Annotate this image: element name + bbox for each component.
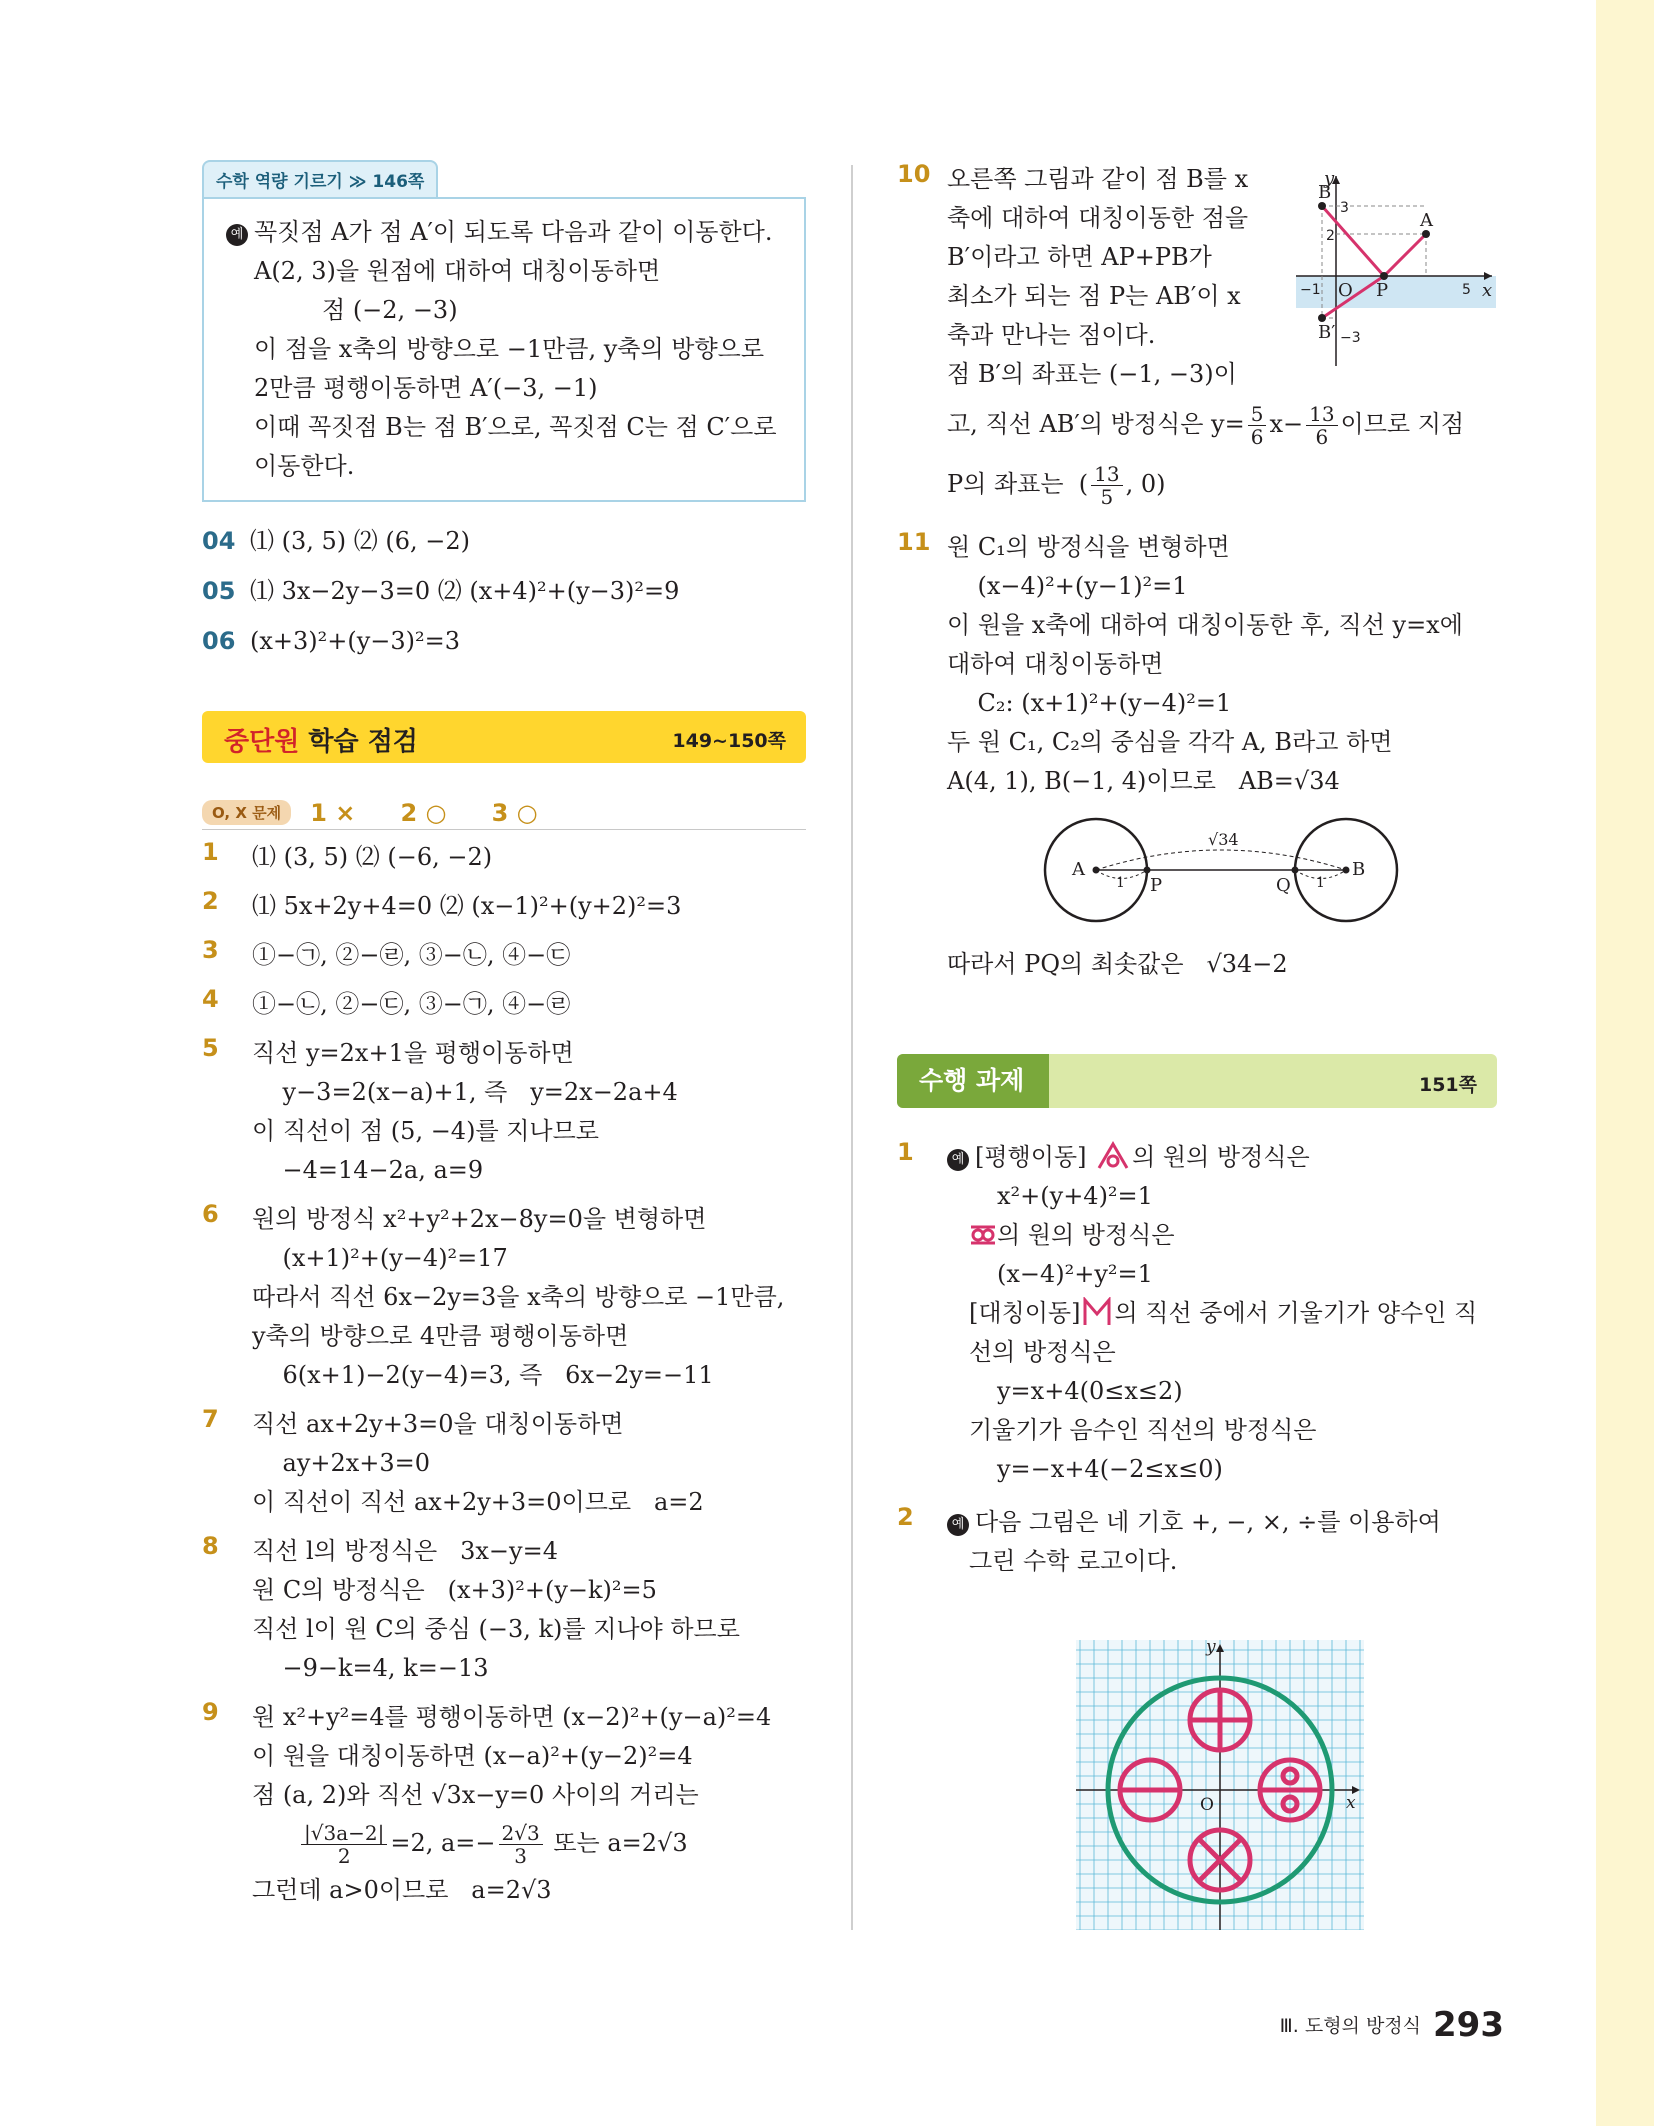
- problem-line: 원의 방정식 x²+y²+2x−8y=0을 변형하면: [252, 1205, 707, 1233]
- pi-letter-icon: [969, 1224, 997, 1246]
- problem-number: 10: [897, 160, 931, 188]
- problem-3: [202, 936, 806, 975]
- label-b: B: [1318, 182, 1332, 203]
- problem-line: 직선 l의 방정식은 3x−y=4: [252, 1537, 558, 1565]
- task-line: 선의 방정식은: [969, 1338, 1116, 1366]
- fraction: [499, 1822, 543, 1867]
- task-label: [대칭이동]: [969, 1299, 1081, 1327]
- label-a: A: [1420, 210, 1433, 231]
- label-bprime: B′: [1318, 322, 1336, 343]
- fraction-bottom: 5: [1100, 485, 1114, 509]
- box-line: A(2, 3)을 원점에 대하여 대칭이동하면: [254, 257, 661, 285]
- problem-10-point-line: [947, 454, 1497, 514]
- problem-line: 직선 ax+2y+3=0을 대칭이동하면: [252, 1410, 624, 1438]
- banner-pages: 149~150쪽: [672, 730, 786, 752]
- answers-list: [202, 522, 806, 661]
- fraction-bottom: 3: [514, 1844, 527, 1868]
- task-line: [947, 1503, 1497, 1542]
- tick-3: 3: [1340, 200, 1349, 216]
- fraction-top: 5: [1248, 403, 1267, 426]
- task-line: (x−4)²+y²=1: [997, 1260, 1153, 1288]
- label-p: P: [1376, 280, 1389, 301]
- label-a: A: [1072, 859, 1085, 880]
- answer-number: 04: [202, 527, 236, 555]
- problem-line: (x+1)²+(y−4)²=17: [252, 1244, 508, 1272]
- box-line: 점 (−2, −3): [322, 296, 458, 324]
- problem-line: 점 (a, 2)와 직선 √3x−y=0 사이의 거리는: [252, 1781, 699, 1809]
- box-line: 2만큼 평행이동하면 A′(−3, −1): [254, 374, 598, 402]
- figure-math-logo: [1076, 1640, 1364, 1930]
- task-number: 2: [897, 1503, 914, 1531]
- problem-line: ⑴ 5x+2y+4=0 ⑵ (x−1)²+(y+2)²=3: [252, 892, 682, 920]
- eq-text: P의 좌표는 (: [947, 470, 1089, 498]
- task-number: 1: [897, 1138, 914, 1166]
- ox-item: 1 ×: [310, 799, 356, 827]
- problem-line: 원 C₁의 방정식을 변형하면: [947, 533, 1230, 561]
- problem-number: 6: [202, 1200, 219, 1228]
- example-box: [202, 197, 806, 502]
- eq-text: , 0): [1125, 470, 1166, 498]
- problem-line: 두 원 C₁, C₂의 중심을 각각 A, B라고 하면: [947, 728, 1393, 756]
- task-line: y=−x+4(−2≤x≤0): [997, 1455, 1223, 1483]
- page-number: 293: [1433, 2005, 1504, 2045]
- problem-line: 축에 대하여 대칭이동한 점을: [947, 204, 1249, 232]
- banner-title: [224, 721, 418, 758]
- answer-text: ⑴ (3, 5) ⑵ (6, −2): [250, 527, 471, 555]
- problem-line: −4=14−2a, a=9: [252, 1156, 484, 1184]
- problem-9-fraction-line: [252, 1815, 806, 1871]
- task-line: [947, 1216, 1497, 1255]
- problem-line: ⑴ (3, 5) ⑵ (−6, −2): [252, 843, 493, 871]
- problem-number: 11: [897, 528, 931, 556]
- problem-line: 최소가 되는 점 P는 AB′이 x: [947, 282, 1241, 310]
- side-strip: [1596, 0, 1654, 2126]
- a-letter-icon: [1096, 1141, 1130, 1171]
- tick-2: 2: [1326, 228, 1335, 244]
- problem-line: 대하여 대칭이동하면: [947, 650, 1164, 678]
- task-line: [947, 1138, 1497, 1177]
- problem-line: y축의 방향으로 4만큼 평행이동하면: [252, 1322, 629, 1350]
- example-mark: 예: [947, 1149, 969, 1171]
- problem-line: 따라서 직선 6x−2y=3을 x축의 방향으로 −1만큼,: [252, 1283, 785, 1311]
- fraction-tail: 또는 a=2√3: [545, 1829, 688, 1857]
- label-b: B: [1352, 859, 1366, 880]
- problem-line: 이 원을 x축에 대하여 대칭이동한 후, 직선 y=x에: [947, 611, 1463, 639]
- task-banner-pages: 151쪽: [1418, 1074, 1477, 1096]
- example-mark: 예: [226, 224, 248, 246]
- label-o: O: [1200, 1795, 1214, 1815]
- fraction-mid: =2, a=−: [390, 1829, 496, 1857]
- answer-row: [202, 522, 806, 561]
- problem-line: A(4, 1), B(−1, 4)이므로 AB=√34: [947, 767, 1340, 795]
- center-b: [1343, 867, 1350, 874]
- problem-7: [202, 1405, 806, 1522]
- fraction: [301, 1822, 387, 1867]
- ox-label: O, X 문제: [202, 800, 291, 825]
- problem-8: [202, 1532, 806, 1688]
- problem-line: 이 직선이 직선 ax+2y+3=0이므로 a=2: [252, 1488, 704, 1516]
- section-tag: 수학 역량 기르기 ≫ 146쪽: [202, 160, 438, 197]
- banner-title-red: 중단원: [224, 727, 300, 757]
- problem-line: 직선 l이 원 C의 중심 (−3, k)를 지나야 하므로: [252, 1615, 740, 1643]
- answer-row: [202, 572, 806, 611]
- problem-line: 원 C의 방정식은 (x+3)²+(y−k)²=5: [252, 1576, 657, 1604]
- problem-6: [202, 1200, 806, 1395]
- figure-10-graph: [1296, 170, 1496, 370]
- problem-number: 5: [202, 1034, 219, 1062]
- problem-2: [202, 887, 806, 926]
- problem-line: 그런데 a>0이므로 a=2√3: [252, 1876, 552, 1904]
- task-line: [947, 1294, 1497, 1333]
- label-q: Q: [1276, 875, 1291, 896]
- problem-5: [202, 1034, 806, 1190]
- problem-line: 점 B′의 좌표는 (−1, −3)이: [947, 360, 1237, 388]
- example-mark: 예: [947, 1514, 969, 1536]
- tick-5: 5: [1462, 282, 1471, 298]
- task-1: [897, 1138, 1497, 1489]
- problem-line: 직선 y=2x+1을 평행이동하면: [252, 1039, 574, 1067]
- problem-line: 축과 만나는 점이다.: [947, 321, 1156, 349]
- problem-line: B′이라고 하면 AP+PB가: [947, 243, 1212, 271]
- problem-line: ①−㉡, ②−㉢, ③−㉠, ④−㉣: [252, 990, 571, 1018]
- problem-line: 따라서 PQ의 최솟값은 √34−2: [947, 950, 1288, 978]
- fraction: [1091, 463, 1122, 508]
- problem-line: 이 원을 대칭이동하면 (x−a)²+(y−2)²=4: [252, 1742, 693, 1770]
- task-line: x²+(y+4)²=1: [997, 1182, 1153, 1210]
- answer-text: (x+3)²+(y−3)²=3: [250, 627, 461, 655]
- problem-line: ①−㉠, ②−㉣, ③−㉡, ④−㉢: [252, 941, 571, 969]
- chapter-label: Ⅲ. 도형의 방정식: [1279, 2015, 1422, 2037]
- problem-number: 9: [202, 1698, 219, 1726]
- box-line: 이때 꼭짓점 B는 점 B′으로, 꼭짓점 C는 점 C′으로: [254, 413, 777, 441]
- ox-row: [202, 799, 806, 830]
- task-label: [평행이동]: [975, 1143, 1087, 1171]
- segment-bpa: [1322, 206, 1426, 276]
- fraction-bottom: 2: [337, 1844, 351, 1868]
- task-banner-tab: 수행 과제: [897, 1054, 1049, 1108]
- ox-item: 2 ○: [400, 799, 447, 827]
- dimension-arc: [1096, 850, 1346, 870]
- label-x: x: [1346, 1793, 1356, 1813]
- problem-line: 원 x²+y²=4를 평행이동하면 (x−2)²+(y−a)²=4: [252, 1703, 772, 1731]
- problem-number: 8: [202, 1532, 219, 1560]
- task-line: 그린 수학 로고이다.: [969, 1547, 1178, 1575]
- column-divider: [851, 165, 853, 1930]
- point-q: [1292, 867, 1299, 874]
- task-line: 기울기가 음수인 직선의 방정식은: [969, 1416, 1317, 1444]
- label-y: y: [1324, 170, 1335, 189]
- box-line: 꼭짓점 A가 점 A′이 되도록 다음과 같이 이동한다.: [254, 218, 773, 246]
- banner-title-black: 학습 점검: [299, 727, 418, 757]
- task-banner: [897, 1054, 1497, 1108]
- tick-minus3: −3: [1340, 330, 1361, 346]
- problem-4: [202, 985, 806, 1024]
- eq-text: 고, 직선 AB′의 방정식은 y=: [947, 410, 1245, 438]
- eq-text: 이므로 지점: [1340, 410, 1465, 438]
- label-radius-1: 1: [1116, 875, 1125, 891]
- problem-number: 1: [202, 838, 219, 866]
- task-text: 의 직선 중에서 기울기가 양수인 직: [1114, 1299, 1478, 1327]
- fraction-top: 13: [1306, 403, 1337, 426]
- fraction-bottom: 6: [1250, 425, 1264, 449]
- left-column: [202, 160, 806, 1910]
- point-bprime: [1318, 314, 1326, 322]
- task-line: y=x+4(0≤x≤2): [997, 1377, 1183, 1405]
- section-banner: [202, 711, 806, 763]
- answer-number: 05: [202, 577, 236, 605]
- point-b: [1318, 202, 1326, 210]
- problem-line: −9−k=4, k=−13: [252, 1654, 489, 1682]
- point-p: [1380, 272, 1388, 280]
- problem-line: 오른쪽 그림과 같이 점 B를 x: [947, 165, 1249, 193]
- label-radius-2: 1: [1316, 875, 1325, 891]
- problem-number: 3: [202, 936, 219, 964]
- label-distance: √34: [1208, 830, 1239, 849]
- fraction: [1306, 403, 1337, 448]
- center-a: [1093, 867, 1100, 874]
- problem-line: ay+2x+3=0: [252, 1449, 431, 1477]
- label-p: P: [1150, 875, 1163, 896]
- ox-item: 3 ○: [491, 799, 538, 827]
- task-text: 의 원의 방정식은: [1132, 1143, 1310, 1171]
- page-footer: [1280, 2005, 1504, 2045]
- task-2: [897, 1503, 1497, 1581]
- problem-number: 2: [202, 887, 219, 915]
- tick-minus1: −1: [1300, 282, 1321, 298]
- answer-row: [202, 622, 806, 661]
- answer-number: 06: [202, 627, 236, 655]
- answer-text: ⑴ 3x−2y−3=0 ⑵ (x+4)²+(y−3)²=9: [250, 577, 680, 605]
- figure-11-circles: [1040, 815, 1410, 925]
- problem-number: 7: [202, 1405, 219, 1433]
- eq-text: x−: [1269, 410, 1304, 438]
- label-x: x: [1482, 280, 1493, 301]
- label-y: y: [1206, 1640, 1216, 1657]
- point-p: [1144, 867, 1151, 874]
- fraction-top: 2√3: [499, 1822, 543, 1845]
- problem-line: C₂: (x+1)²+(y−4)²=1: [947, 689, 1232, 717]
- box-line: 이동한다.: [254, 452, 355, 480]
- fraction-top: 13: [1091, 463, 1122, 486]
- problem-line: y−3=2(x−a)+1, 즉 y=2x−2a+4: [252, 1078, 678, 1106]
- problem-line: 이 직선이 점 (5, −4)를 지나므로: [252, 1117, 599, 1145]
- task-text: 의 원의 방정식은: [997, 1221, 1175, 1249]
- label-o: O: [1338, 280, 1353, 301]
- problem-9: [202, 1698, 806, 1910]
- box-line: 이 점을 x축의 방향으로 −1만큼, y축의 방향으로: [254, 335, 765, 363]
- fraction-bottom: 6: [1315, 425, 1329, 449]
- problem-1: [202, 838, 806, 877]
- fraction: [1248, 403, 1267, 448]
- problem-line: 6(x+1)−2(y−4)=3, 즉 6x−2y=−11: [252, 1361, 714, 1389]
- problem-10-equation-line: [947, 394, 1497, 454]
- point-a: [1422, 230, 1430, 238]
- fraction-top: |√3a−2|: [301, 1822, 387, 1845]
- problem-number: 4: [202, 985, 219, 1013]
- task-text: 다음 그림은 네 기호 +, −, ×, ÷를 이용하여: [975, 1508, 1441, 1536]
- problem-line: (x−4)²+(y−1)²=1: [947, 572, 1188, 600]
- m-letter-icon: [1082, 1297, 1112, 1327]
